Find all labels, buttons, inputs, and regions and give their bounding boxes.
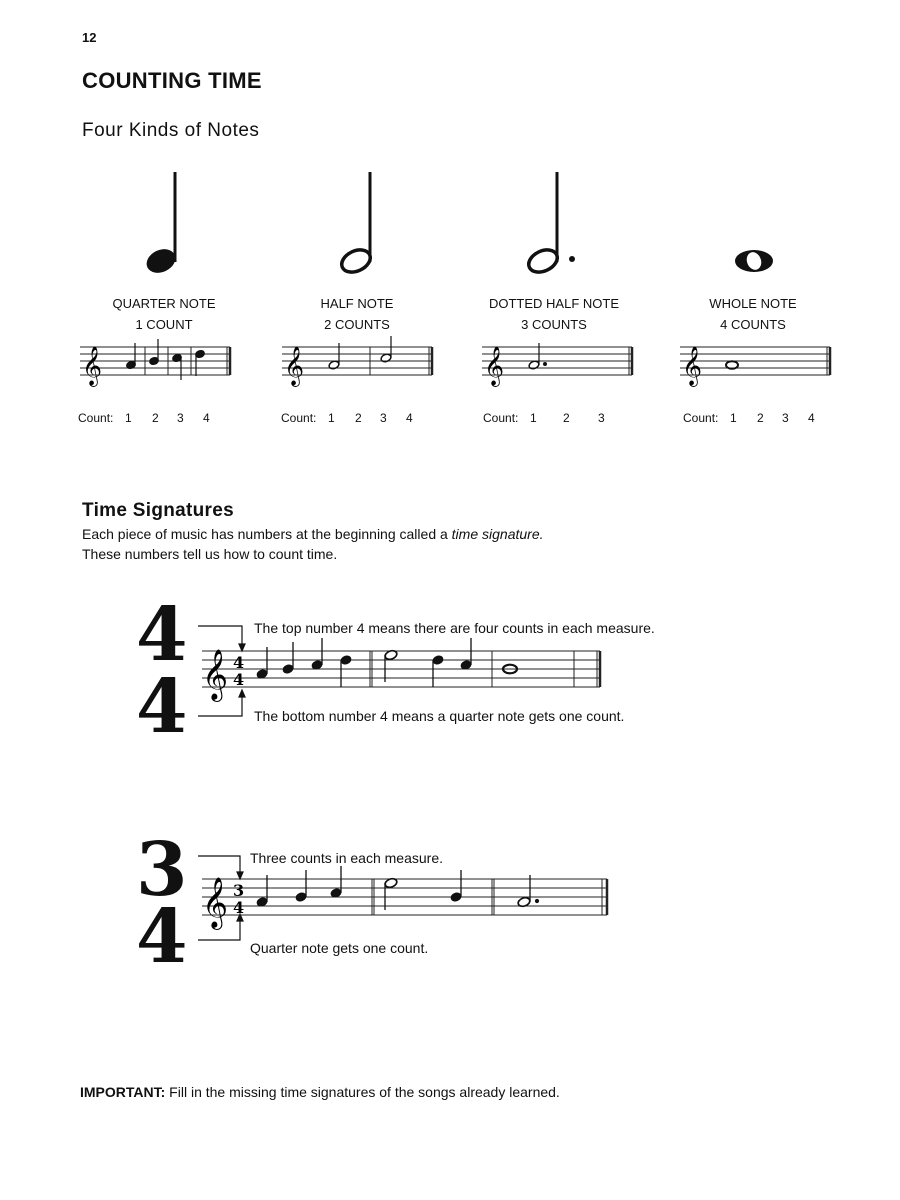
four-four-bottom-note: The bottom number 4 means a quarter note gets one count. bbox=[254, 708, 625, 724]
count-number: 3 bbox=[380, 411, 387, 425]
three-four-top-note: Three counts in each measure. bbox=[250, 850, 443, 866]
count-label: Count: bbox=[683, 411, 719, 425]
count-number: 3 bbox=[177, 411, 184, 425]
staff-time-sig-top: 3 bbox=[233, 881, 245, 900]
intro-emphasis: time signature. bbox=[451, 526, 544, 542]
treble-clef-icon: 𝄞 bbox=[202, 649, 229, 700]
count-number: 3 bbox=[782, 411, 789, 425]
important-note bbox=[80, 1084, 560, 1100]
intro-text: Each piece of music has numbers at the beginning called a bbox=[82, 526, 452, 542]
count-number: 1 bbox=[530, 411, 537, 425]
note-counts: 4 COUNTS bbox=[720, 317, 786, 332]
count-number: 4 bbox=[808, 411, 815, 425]
important-label: IMPORTANT: bbox=[80, 1084, 166, 1100]
count-label: Count: bbox=[78, 411, 114, 425]
count-number: 1 bbox=[125, 411, 132, 425]
note-counts: 2 COUNTS bbox=[324, 317, 390, 332]
four-four-top-note: The top number 4 means there are four counts in each measure. bbox=[254, 620, 655, 636]
page-number: 12 bbox=[82, 30, 97, 45]
count-number: 4 bbox=[406, 411, 413, 425]
count-label: Count: bbox=[281, 411, 317, 425]
intro-paragraph-line-2: These numbers tell us how to count time. bbox=[82, 546, 338, 562]
count-number: 2 bbox=[355, 411, 362, 425]
count-label: Count: bbox=[483, 411, 519, 425]
big-time-sig-bottom-4: 4 bbox=[136, 664, 188, 750]
notes-heading: Four Kinds of Notes bbox=[82, 120, 260, 141]
big-time-sig-top-4: 4 bbox=[136, 592, 188, 678]
note-name: HALF NOTE bbox=[320, 296, 394, 311]
note-counts: 1 COUNT bbox=[135, 317, 193, 332]
treble-clef-icon: 𝄞 bbox=[202, 877, 229, 928]
big-time-sig-top-3: 3 bbox=[136, 827, 188, 913]
page-title: COUNTING TIME bbox=[82, 68, 262, 93]
treble-clef-icon: 𝄞 bbox=[82, 346, 103, 386]
important-text: Fill in the missing time signatures of the songs already learned. bbox=[165, 1084, 560, 1100]
count-number: 1 bbox=[730, 411, 737, 425]
count-number: 2 bbox=[152, 411, 159, 425]
count-number: 2 bbox=[563, 411, 570, 425]
treble-clef-icon: 𝄞 bbox=[284, 346, 305, 386]
note-name: DOTTED HALF NOTE bbox=[488, 296, 619, 311]
note-name: WHOLE NOTE bbox=[709, 296, 797, 311]
count-number: 1 bbox=[328, 411, 335, 425]
three-four-bottom-note: Quarter note gets one count. bbox=[250, 940, 429, 956]
count-number: 3 bbox=[598, 411, 605, 425]
count-number: 4 bbox=[203, 411, 210, 425]
staff-time-sig-top: 4 bbox=[233, 653, 245, 672]
note-counts: 3 COUNTS bbox=[521, 317, 587, 332]
staff-time-sig-bottom: 4 bbox=[233, 670, 245, 689]
treble-clef-icon: 𝄞 bbox=[484, 346, 505, 386]
staff-time-sig-bottom: 4 bbox=[233, 898, 245, 917]
note-name: QUARTER NOTE bbox=[112, 296, 216, 311]
big-time-sig-bottom-4b: 4 bbox=[136, 894, 188, 980]
treble-clef-icon: 𝄞 bbox=[682, 346, 703, 386]
count-number: 2 bbox=[757, 411, 764, 425]
time-signatures-heading: Time Signatures bbox=[82, 500, 234, 521]
